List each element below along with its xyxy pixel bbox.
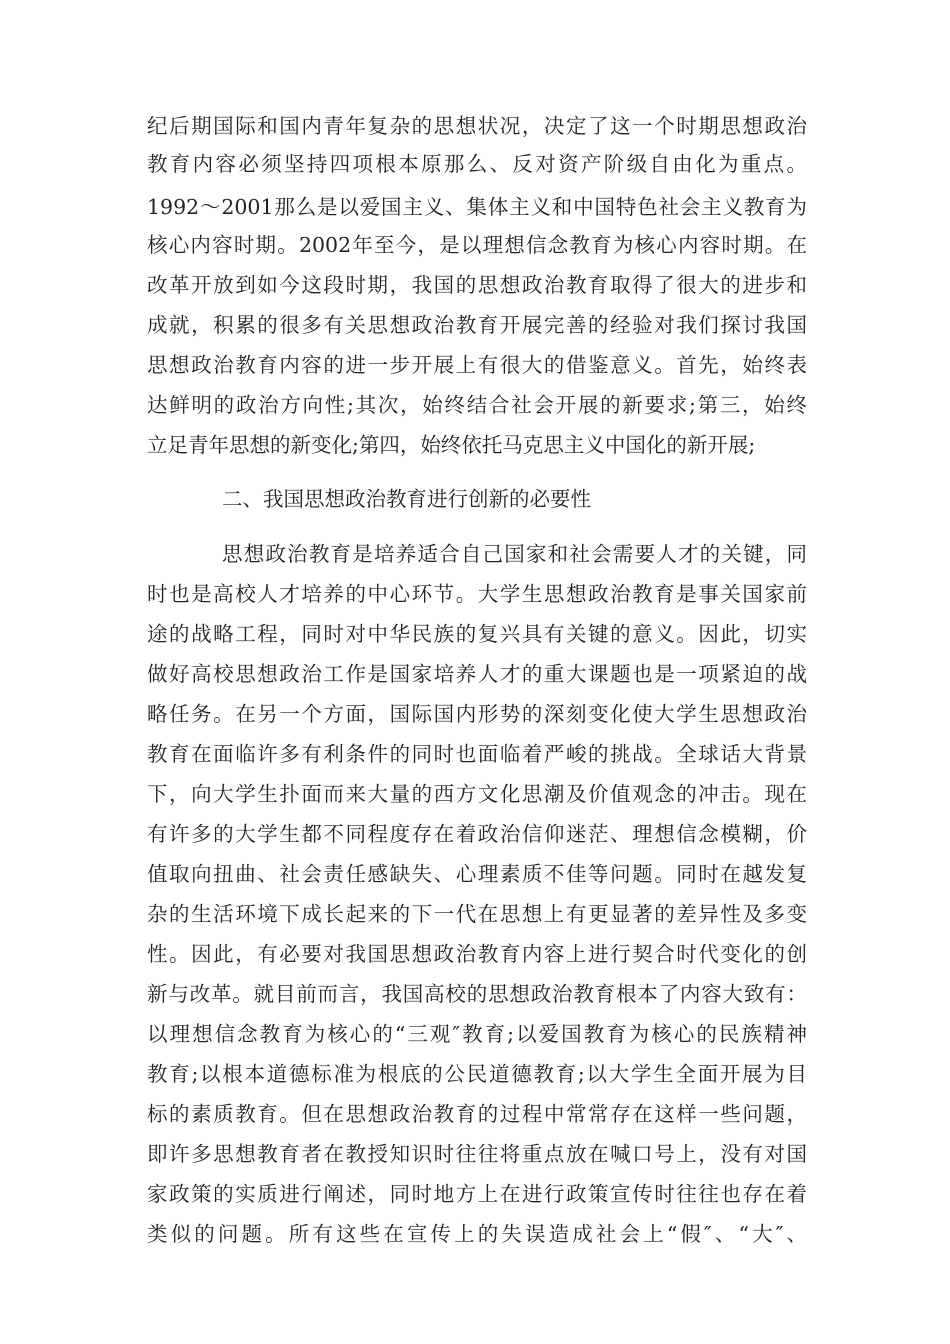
text-line: 新与改革。就目前而言，我国高校的思想政治教育根本了内容大致有： xyxy=(147,982,807,1006)
text-line: 略任务。在另一个方面，国际国内形势的深刻变化使大学生思想政治 xyxy=(147,702,807,726)
text-line: 教育内容必须坚持四项根本原那么、反对资产阶级自由化为重点。 xyxy=(147,152,807,176)
text-line: 即许多思想教育者在教授知识时往往将重点放在喊口号上，没有对国 xyxy=(147,1142,807,1166)
text-line: 成就，积累的很多有关思想政治教育开展完善的经验对我们探讨我国 xyxy=(147,313,807,337)
text-line: 时也是高校人才培养的中心环节。大学生思想政治教育是事关国家前 xyxy=(147,582,807,606)
text-line: 类似的问题。所有这些在宣传上的失误造成社会上“假″、“大″、 xyxy=(147,1222,807,1246)
paragraph-first-line: 思想政治教育是培养适合自己国家和社会需要人才的关键，同 xyxy=(222,542,807,566)
text-line: 杂的生活环境下成长起来的下一代在思想上有更显著的差异性及多变 xyxy=(147,902,807,926)
text-line: 性。因此，有必要对我国思想政治教育内容上进行契合时代变化的创 xyxy=(147,942,807,966)
text-line: 下，向大学生扑面而来大量的西方文化思潮及价值观念的冲击。现在 xyxy=(147,782,807,806)
text-line: 改革开放到如今这段时期，我国的思想政治教育取得了很大的进步和 xyxy=(147,273,807,297)
text-line: 标的素质教育。但在思想政治教育的过程中常常存在这样一些问题， xyxy=(147,1102,807,1126)
text-line: 教育;以根本道德标准为根底的公民道德教育;以大学生全面开展为目 xyxy=(147,1062,807,1086)
text-line: 以理想信念教育为核心的“三观″教育;以爱国教育为核心的民族精神 xyxy=(147,1022,807,1046)
text-line: 1992～2001那么是以爱国主义、集体主义和中国特色社会主义教育为 xyxy=(147,195,807,219)
text-line: 有许多的大学生都不同程度存在着政治信仰迷茫、理想信念模糊，价 xyxy=(147,822,807,846)
text-line: 途的战略工程，同时对中华民族的复兴具有关键的意义。因此，切实 xyxy=(147,622,807,646)
text-line: 做好高校思想政治工作是国家培养人才的重大课题也是一项紧迫的战 xyxy=(147,662,807,686)
text-line: 纪后期国际和国内青年复杂的思想状况，决定了这一个时期思想政治 xyxy=(147,114,807,138)
text-line: 立足青年思想的新变化;第四，始终依托马克思主义中国化的新开展; xyxy=(147,433,756,457)
text-line: 家政策的实质进行阐述，同时地方上在进行政策宣传时往往也存在着 xyxy=(147,1182,807,1206)
text-line: 核心内容时期。2002年至今，是以理想信念教育为核心内容时期。在 xyxy=(147,233,807,257)
text-line: 思想政治教育内容的进一步开展上有很大的借鉴意义。首先，始终表 xyxy=(147,353,807,377)
text-line: 教育在面临许多有利条件的同时也面临着严峻的挑战。全球话大背景 xyxy=(147,742,807,766)
section-heading: 二、我国思想政治教育进行创新的必要性 xyxy=(222,487,591,511)
text-line: 值取向扭曲、社会责任感缺失、心理素质不佳等问题。同时在越发复 xyxy=(147,862,807,886)
text-line: 达鲜明的政治方向性;其次，始终结合社会开展的新要求;第三，始终 xyxy=(147,393,807,417)
